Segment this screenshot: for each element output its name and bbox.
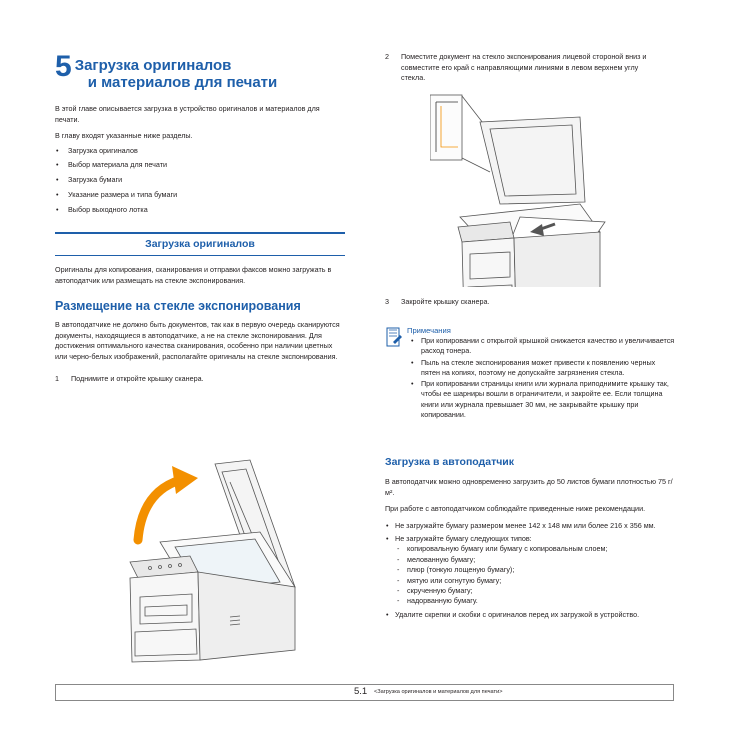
step-3	[385, 297, 675, 308]
chapter-heading	[55, 52, 345, 91]
topic-item: • Выбор материала для печати	[55, 158, 345, 173]
section-glass-heading: Размещение на стекле экспонирования	[55, 299, 301, 314]
adf-rules	[385, 521, 675, 621]
intro-topics-lead: В главу входят указанные ниже разделы.	[55, 131, 193, 140]
paper-type-item: - скрученную бумагу;	[395, 586, 675, 596]
chapter-title-line2: и материалов для печати	[87, 74, 278, 91]
paper-type-item: - надорванную бумагу.	[395, 596, 675, 606]
paper-type-item: - плюр (тонкую лощеную бумагу);	[395, 565, 675, 575]
step-number: 1	[55, 374, 59, 384]
footer-chapter-label: <Загрузка оригиналов и материалов для печати>	[374, 689, 503, 695]
chapter-title-line1: Загрузка оригиналов	[74, 57, 232, 74]
note-item: • При копировании страницы книги или журнала приподнимите крышку так, чтобы ее шарниры вошли в ограничители, и закройте ее. Если толщина книги или журнала превышает 30 мм, не закрывайте крышку при копировании.	[405, 379, 675, 420]
section-glass-text: В автоподатчике не должно быть документов, так как в первую очередь сканируются документы, находящиеся в автоподатчике, а не на стекле экспонирования. Для достижения оптимального качества сканирования, особенно при наличии цветных или черно-белых изображений, располагайте оригиналы на стекле экспонирования.	[55, 320, 340, 361]
note-list	[405, 336, 675, 420]
paper-type-item: - мелованную бумагу;	[395, 555, 675, 565]
note-title: Примечания	[407, 326, 451, 335]
adf-rule-size: • Не загружайте бумагу размером менее 142 х 148 мм или более 216 х 356 мм.	[385, 521, 675, 531]
topic-item: • Указание размера и типа бумаги	[55, 188, 345, 203]
adf-guidelines-lead: При работе с автоподатчиком соблюдайте приведенные ниже рекомендации.	[385, 504, 646, 513]
topic-item: • Выбор выходного лотка	[55, 203, 345, 218]
note-item: • Пыль на стекле экспонирования может привести к появлению черных пятен на копиях, поэтому не допускайте загрязнения стекла.	[405, 358, 675, 379]
notes-box	[385, 326, 675, 421]
page-number: 5.1	[354, 686, 368, 697]
paper-type-list	[395, 544, 675, 606]
topic-item: • Загрузка бумаги	[55, 173, 345, 188]
page-footer	[55, 684, 674, 701]
step-number: 2	[385, 52, 389, 61]
step-2	[385, 52, 675, 84]
paper-type-item: - копировальную бумагу или бумагу с копировальным слоем;	[395, 544, 675, 554]
step-1	[55, 374, 345, 385]
adf-rule-paper-types	[385, 534, 675, 607]
step-number: 3	[385, 297, 389, 306]
adf-capacity-text: В автоподатчик можно одновременно загрузить до 50 листов бумаги плотностью 75 г/м².	[385, 477, 673, 497]
chapter-title	[75, 57, 278, 91]
section-underline	[55, 255, 345, 256]
section-adf-body	[385, 477, 675, 623]
adf-rule-staples: • Удалите скрепки и скобки с оригиналов перед их загрузкой в устройство.	[385, 610, 675, 620]
right-column	[385, 52, 675, 619]
section-originals-heading: Загрузка оригиналов	[145, 238, 255, 251]
adf-rule-paper-types-label: Не загружайте бумагу следующих типов:	[395, 533, 532, 543]
paper-type-item: - мятую или согнутую бумагу;	[395, 576, 675, 586]
section-originals-text: Оригиналы для копирования, сканирования и отправки факсов можно загружать в автоподатчик или размещать на стекле экспонирования.	[55, 265, 332, 285]
section-rule	[55, 232, 345, 234]
step-text: Закройте крышку сканера.	[401, 297, 490, 306]
intro-text: В этой главе описывается загрузка в устройство оригиналов и материалов для печати.	[55, 104, 320, 124]
section-adf-heading: Загрузка в автоподатчик	[385, 456, 515, 468]
place-document-illustration	[430, 92, 610, 287]
step-text: Поднимите и откройте крышку сканера.	[71, 374, 204, 384]
topic-list	[55, 144, 345, 218]
left-column	[55, 52, 345, 385]
step-text: Поместите документ на стекло экспонирования лицевой стороной вниз и совместите его край с направляющими линиями в левом верхнем углу стекла.	[401, 52, 647, 82]
chapter-number: 5	[55, 50, 71, 83]
open-scanner-lid-illustration	[120, 422, 310, 667]
note-item: • При копировании с открытой крышкой снижается качество и увеличивается расход тонера.	[405, 336, 675, 357]
topic-item: • Загрузка оригиналов	[55, 144, 345, 159]
note-icon	[385, 326, 405, 421]
